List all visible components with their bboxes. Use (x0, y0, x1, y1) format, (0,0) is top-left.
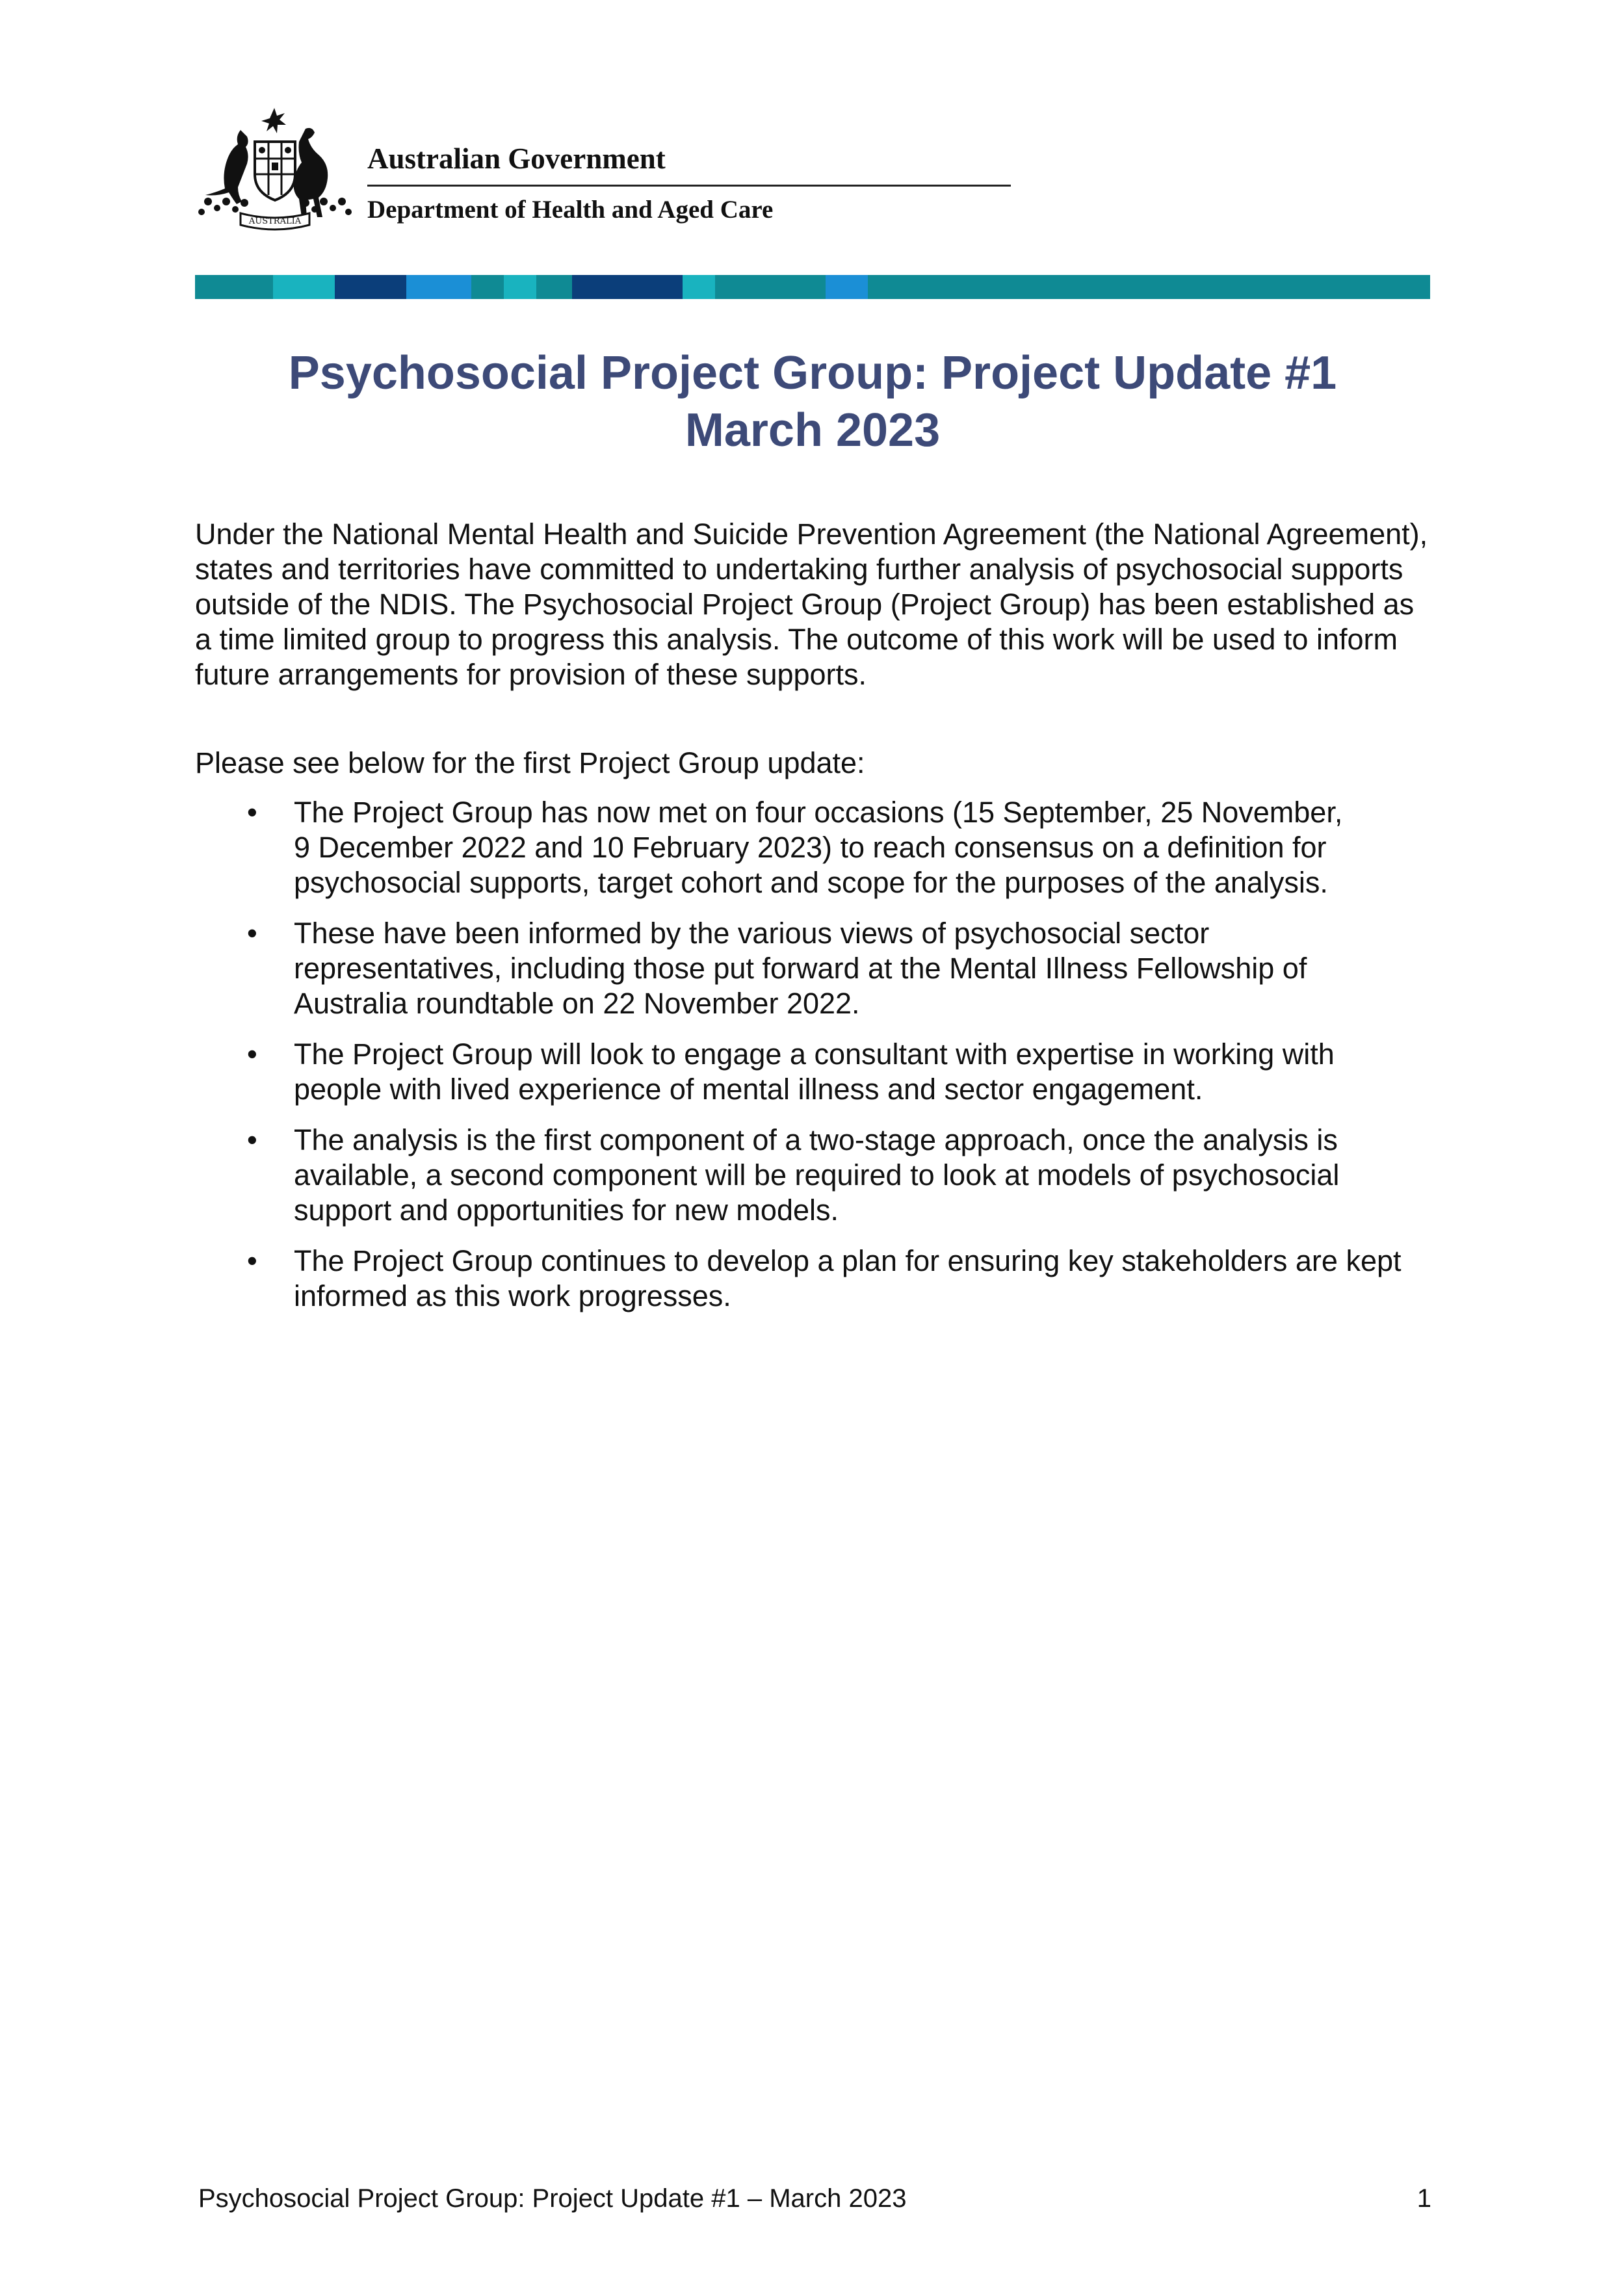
bullet-line: These have been informed by the various views of psychosocial sector (294, 917, 1210, 950)
colour-band-segment (715, 275, 826, 299)
title-line-1: Psychosocial Project Group: Project Update #1 (288, 347, 1337, 399)
commonwealth-coat-of-arms-icon (195, 104, 354, 234)
bullet-line: people with lived experience of mental illness and sector engagement. (294, 1073, 1203, 1106)
document-body (195, 517, 1443, 1329)
bullet-line: Australia roundtable on 22 November 2022. (294, 987, 860, 1020)
bullet-dot-icon: • (247, 1244, 257, 1277)
colour-band (195, 275, 1430, 299)
colour-band-segment (335, 275, 406, 299)
update-bullet (195, 795, 1443, 900)
update-bullet (195, 1244, 1443, 1314)
bullet-dot-icon: • (247, 796, 257, 829)
bullet-line: available, a second component will be required to look at models of psychosocial (294, 1158, 1340, 1192)
intro-paragraph: Under the National Mental Health and Suicide Prevention Agreement (the National Agreement), states and territories have committed to undertaking further analysis of psychosocial supports outside of the NDIS. The Psychosocial Project Group (Project Group) has been established as a time limited group to progress this analysis. The outcome of this work will be used to inform future arrangements for provision of these supports. (195, 517, 1428, 691)
colour-band-segment (868, 275, 1430, 299)
colour-band-segment (273, 275, 335, 299)
bullet-dot-icon: • (247, 1037, 257, 1071)
footer-text: Psychosocial Project Group: Project Update #1 – March 2023 (198, 2184, 907, 2213)
update-lead-in: Please see below for the first Project Group update: (195, 746, 865, 779)
colour-band-segment (826, 275, 868, 299)
bullet-line: 9 December 2022 and 10 February 2023) to reach consensus on a definition for (294, 831, 1327, 864)
colour-band-segment (683, 275, 715, 299)
bullet-line: The Project Group will look to engage a consultant with expertise in working with (294, 1037, 1335, 1071)
update-bullet (195, 1037, 1443, 1107)
letterhead (195, 104, 845, 234)
government-name: Australian Government (367, 142, 666, 175)
page-number: 1 (1416, 2184, 1431, 2213)
update-bullet (195, 916, 1443, 1021)
colour-band-segment (406, 275, 471, 299)
letterhead-divider (367, 185, 1011, 187)
colour-band-segment (536, 275, 572, 299)
bullet-dot-icon: • (247, 1123, 257, 1156)
document-title (195, 345, 1430, 459)
colour-band-segment (195, 275, 273, 299)
bullet-line: The analysis is the first component of a two-stage approach, once the analysis is (294, 1123, 1338, 1156)
bullet-line: psychosocial supports, target cohort and scope for the purposes of the analysis. (294, 866, 1328, 899)
bullet-line: informed as this work progresses. (294, 1279, 731, 1312)
update-bullet (195, 1123, 1443, 1228)
bullet-line: The Project Group continues to develop a plan for ensuring key stakeholders are kept (294, 1244, 1402, 1277)
bullet-line: support and opportunities for new models. (294, 1194, 839, 1227)
update-bullet-list (195, 795, 1443, 1314)
department-name: Department of Health and Aged Care (367, 196, 774, 224)
bullet-line: The Project Group has now met on four occasions (15 September, 25 November, (294, 796, 1343, 829)
bullet-line: representatives, including those put forward at the Mental Illness Fellowship of (294, 952, 1307, 985)
crest-scroll-label: AUSTRALIA (248, 216, 302, 226)
title-line-2: March 2023 (685, 404, 941, 456)
bullet-dot-icon: • (247, 917, 257, 950)
colour-band-segment (572, 275, 683, 299)
colour-band-segment (471, 275, 504, 299)
colour-band-segment (504, 275, 536, 299)
